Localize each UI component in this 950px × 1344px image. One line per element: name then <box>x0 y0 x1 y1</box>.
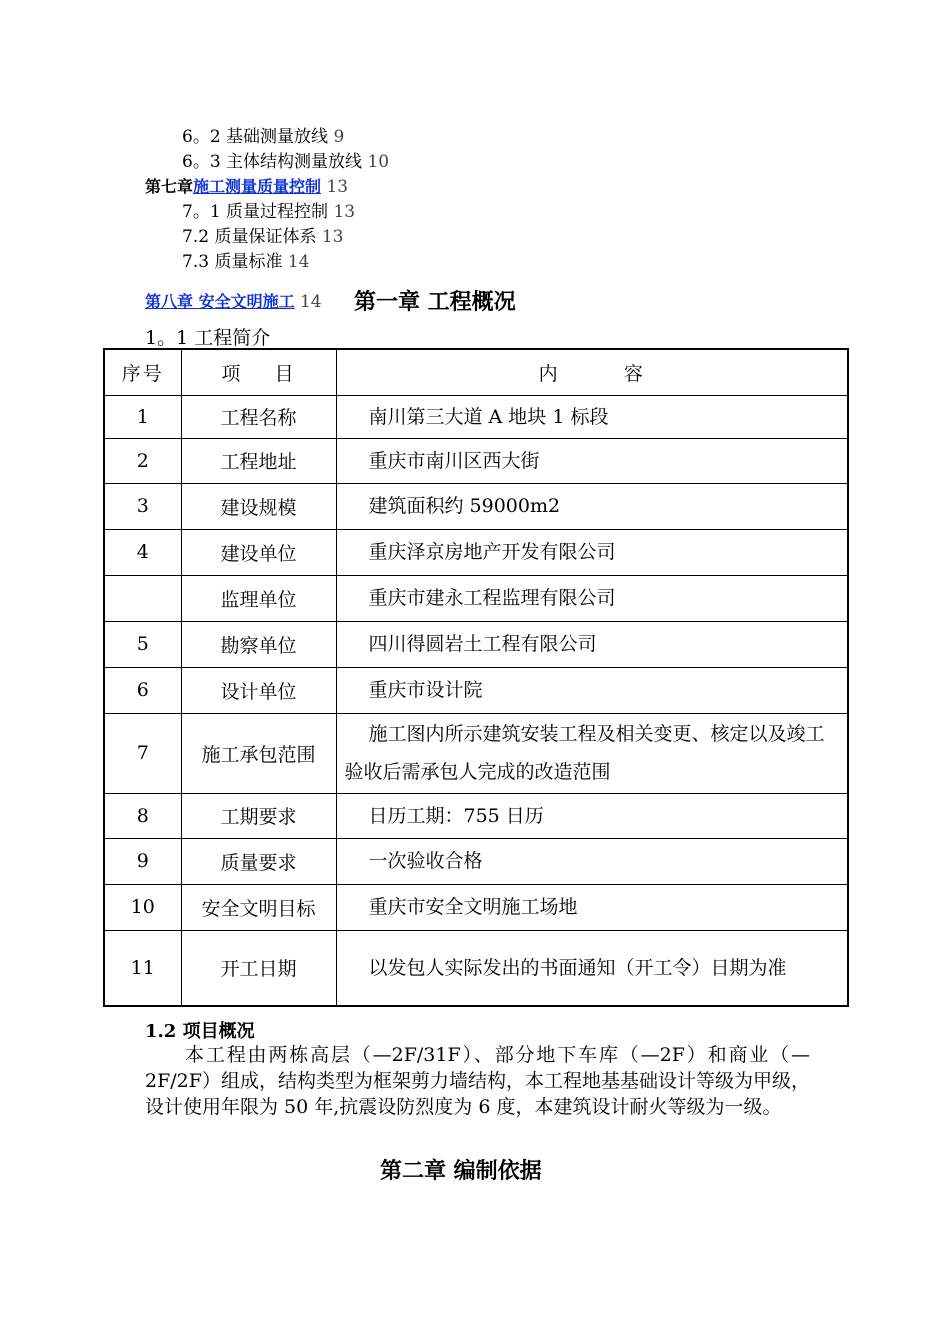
row-content: 南川第三大道 A 地块 1 标段 <box>336 395 848 438</box>
row-content: 四川得圆岩土工程有限公司 <box>336 621 848 667</box>
header-item: 项 目 <box>181 349 336 395</box>
chapter-2-title: 第二章 编制依据 <box>380 1159 542 1184</box>
table-row <box>104 930 848 1006</box>
project-overview-table <box>103 348 849 1007</box>
toc-entry-text: 6。3 主体结构测量放线 <box>182 152 363 172</box>
table-row <box>104 667 848 713</box>
toc-entry-6-3[interactable] <box>182 151 389 173</box>
section-1-2-title: 1.2 项目概况 <box>145 1021 255 1042</box>
row-item: 勘察单位 <box>181 621 336 667</box>
toc-page-number: 9 <box>333 127 345 147</box>
row-no: 1 <box>104 395 181 438</box>
row-no: 3 <box>104 483 181 529</box>
table-row <box>104 575 848 621</box>
row-no: 4 <box>104 529 181 575</box>
row-no: 5 <box>104 621 181 667</box>
row-content: 重庆市设计院 <box>336 667 848 713</box>
table-row <box>104 483 848 529</box>
row-content: 施工图内所示建筑安装工程及相关变更、核定以及竣工验收后需承包人完成的改造范围 <box>336 713 848 793</box>
toc-entry-text: 7.3 质量标准 <box>182 252 283 272</box>
row-content: 建筑面积约 59000m2 <box>336 483 848 529</box>
row-item: 工程名称 <box>181 395 336 438</box>
chapter-1-title: 第一章 工程概况 <box>354 290 516 315</box>
row-item: 质量要求 <box>181 838 336 884</box>
section-1-2-paragraph: 本工程由两栋高层（—2F/31F）、部分地下车库（—2F）和商业（—2F/2F）组成，结构类型为框架剪力墙结构，本工程地基基础设计等级为甲级，设计使用年限为 50 年,抗震设防烈度为 6 度，本建筑设计耐火等级为一级。 <box>145 1044 810 1118</box>
section-1-1-title: 1。1 工程简介 <box>145 327 271 349</box>
toc-entry-7-3[interactable] <box>182 251 310 273</box>
row-content: 重庆泽京房地产开发有限公司 <box>336 529 848 575</box>
toc-entry-chapter-7[interactable] <box>145 176 348 198</box>
toc-page-number: 10 <box>367 152 390 172</box>
toc-entry-text: 6。2 基础测量放线 <box>182 127 329 147</box>
row-content: 一次验收合格 <box>336 838 848 884</box>
row-item: 设计单位 <box>181 667 336 713</box>
table-row <box>104 793 848 838</box>
toc-chapter-link[interactable]: 第八章 安全文明施工 <box>145 292 295 311</box>
toc-entry-7-2[interactable] <box>182 226 344 248</box>
toc-entry-6-2[interactable] <box>182 126 344 148</box>
table-row <box>104 884 848 930</box>
row-no: 9 <box>104 838 181 884</box>
row-item: 建设规模 <box>181 483 336 529</box>
row-no: 10 <box>104 884 181 930</box>
row-item: 监理单位 <box>181 575 336 621</box>
toc-entry-text: 7。1 质量过程控制 <box>182 202 329 222</box>
row-no: 2 <box>104 438 181 483</box>
row-content: 以发包人实际发出的书面通知（开工令）日期为准 <box>336 930 848 1006</box>
row-item: 安全文明目标 <box>181 884 336 930</box>
table-row <box>104 713 848 793</box>
row-no <box>104 575 181 621</box>
toc-page-number: 13 <box>326 177 349 197</box>
table-row <box>104 395 848 438</box>
toc-chapter-prefix: 第七章 <box>145 177 194 196</box>
toc-entry-text: 7.2 质量保证体系 <box>182 227 317 247</box>
toc-page-number: 13 <box>321 227 344 247</box>
row-content: 日历工期：755 日历 <box>336 793 848 838</box>
row-content: 重庆市建永工程监理有限公司 <box>336 575 848 621</box>
header-content: 内 容 <box>336 349 848 395</box>
toc-entry-7-1[interactable] <box>182 201 355 223</box>
row-no: 7 <box>104 713 181 793</box>
row-no: 8 <box>104 793 181 838</box>
row-item: 施工承包范围 <box>181 713 336 793</box>
table-row <box>104 838 848 884</box>
header-no: 序号 <box>104 349 181 395</box>
table-row <box>104 621 848 667</box>
row-item: 工程地址 <box>181 438 336 483</box>
row-no: 6 <box>104 667 181 713</box>
table-row <box>104 529 848 575</box>
row-no: 11 <box>104 930 181 1006</box>
row-item: 开工日期 <box>181 930 336 1006</box>
toc-page-number: 14 <box>299 292 322 312</box>
toc-page-number: 13 <box>333 202 356 222</box>
row-item: 工期要求 <box>181 793 336 838</box>
row-item: 建设单位 <box>181 529 336 575</box>
table-row <box>104 438 848 483</box>
row-content: 重庆市安全文明施工场地 <box>336 884 848 930</box>
toc-chapter-link[interactable]: 施工测量质量控制 <box>193 177 322 196</box>
toc-page-number: 14 <box>287 252 310 272</box>
row-content: 重庆市南川区西大街 <box>336 438 848 483</box>
toc-entry-chapter-8[interactable] <box>145 291 322 313</box>
table-header-row <box>104 349 848 395</box>
